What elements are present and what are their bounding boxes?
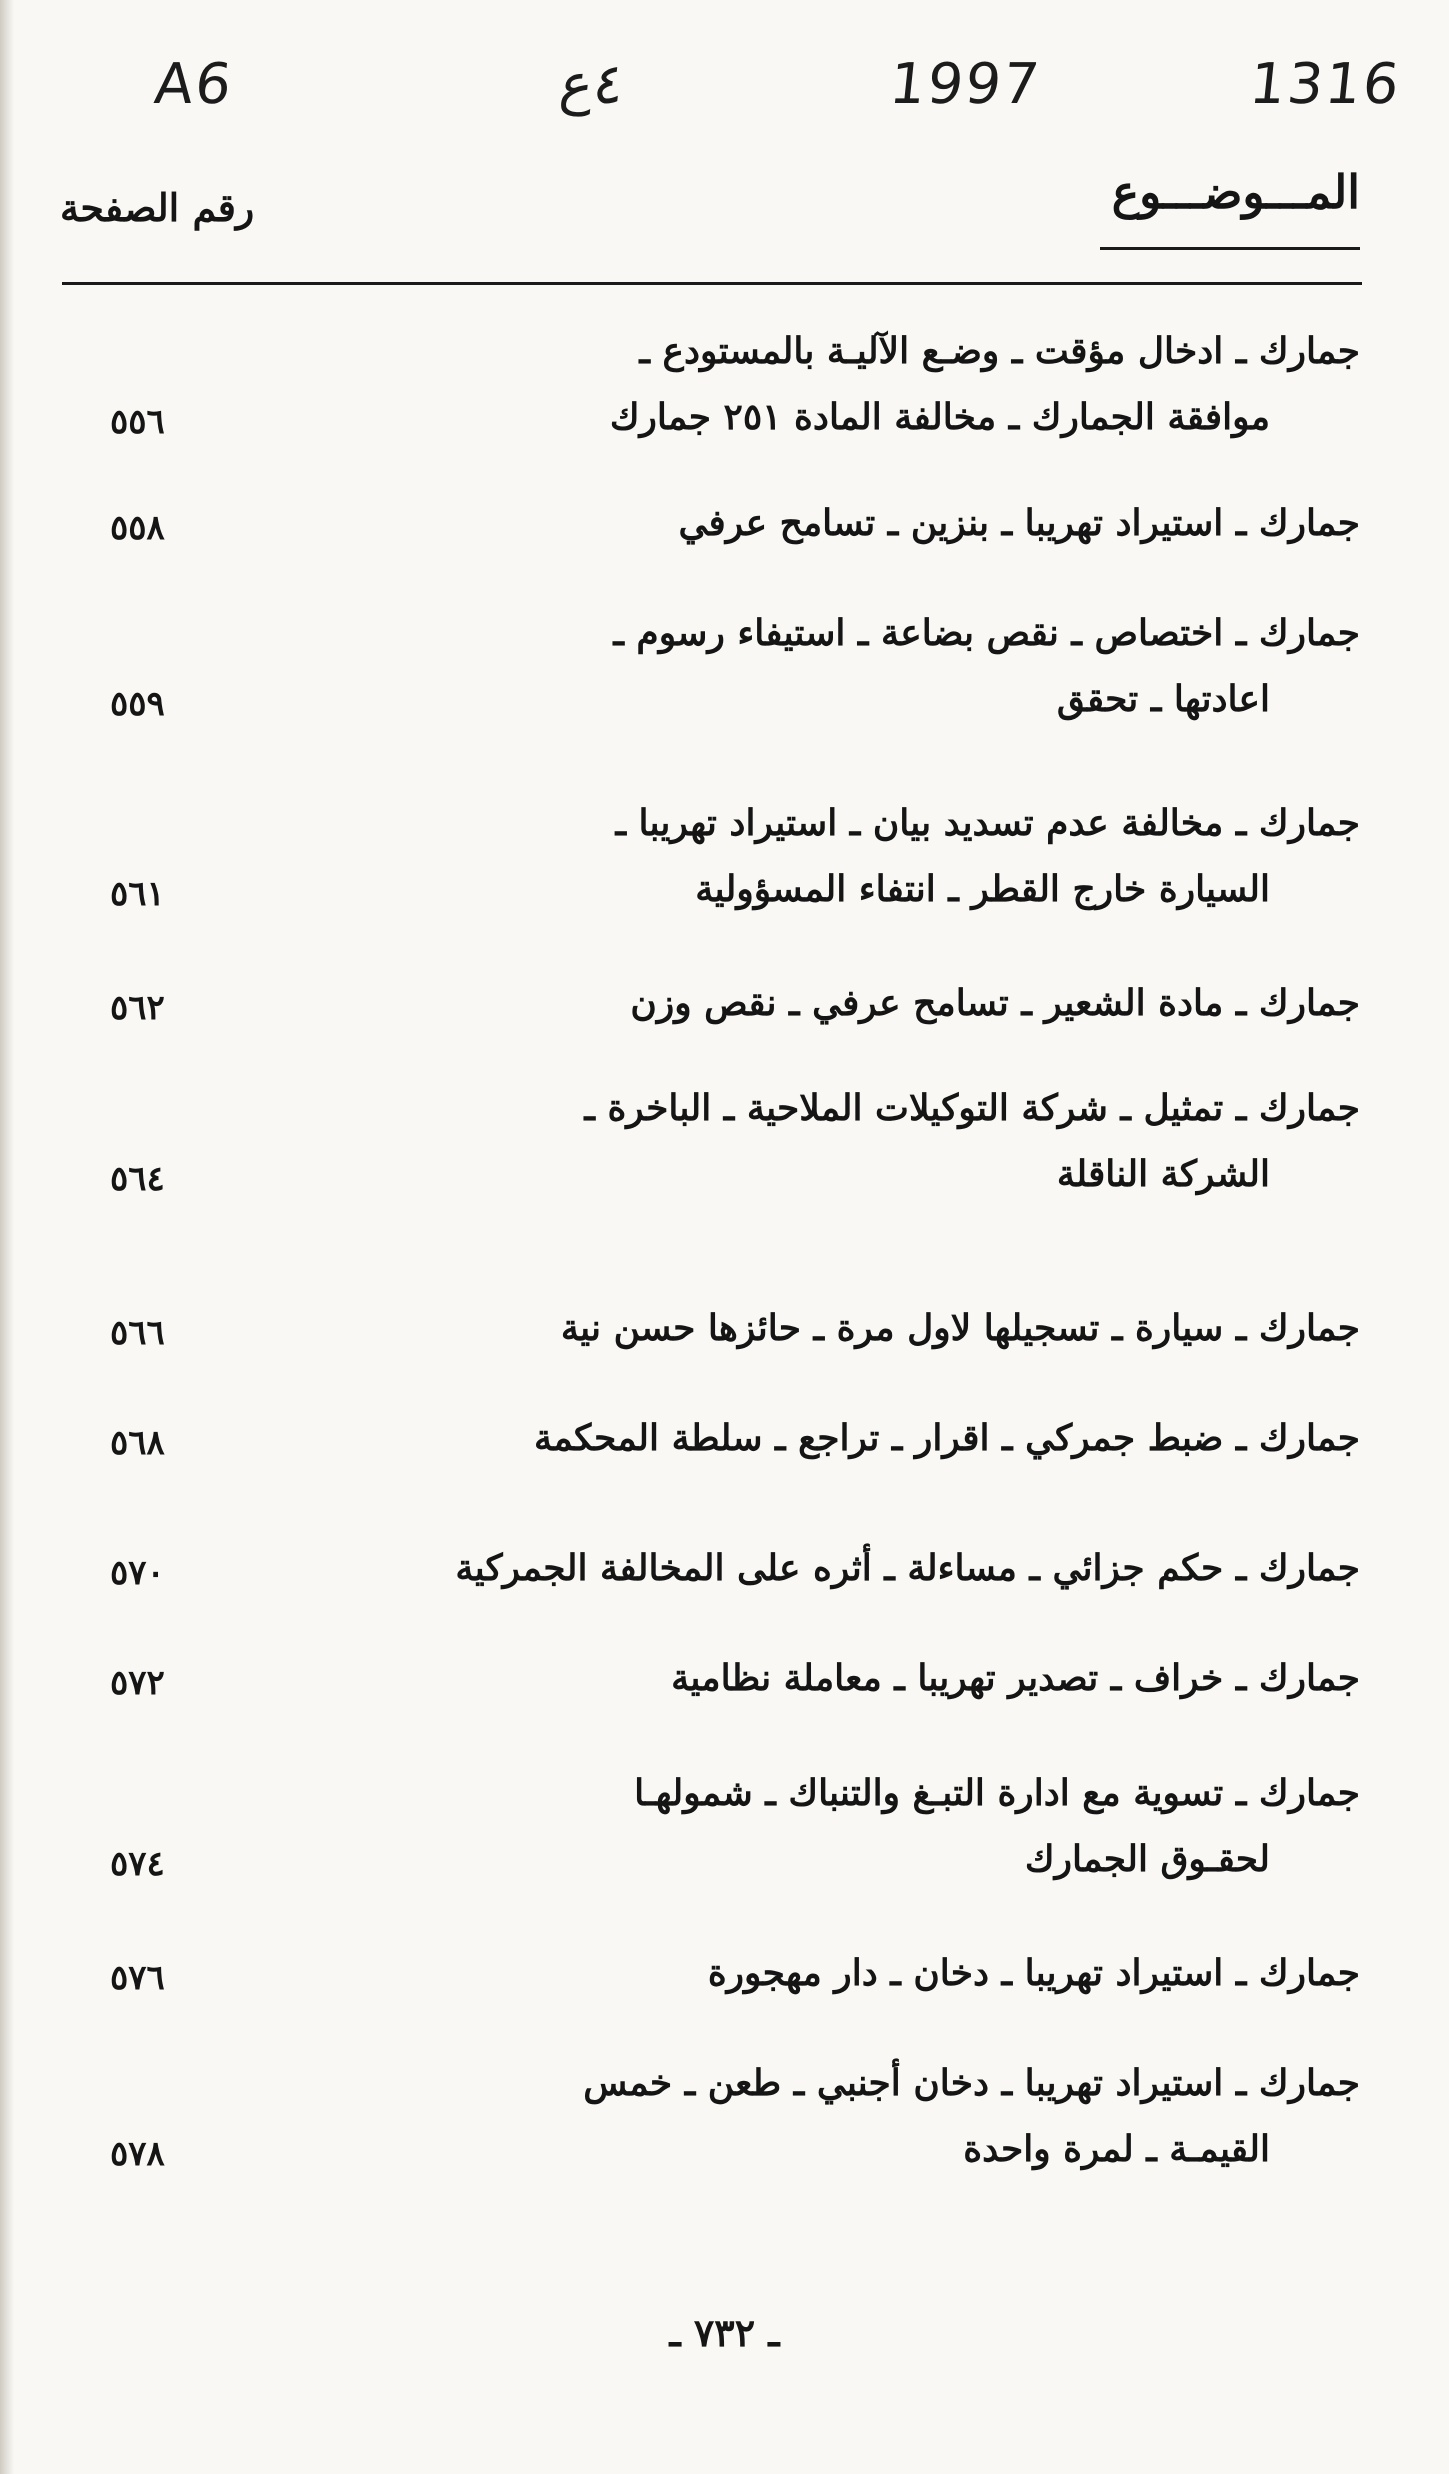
entry-line: جمارك ـ استيراد تهريبا ـ دخان ـ دار مهجورة — [707, 1952, 1360, 1994]
index-entry — [110, 970, 1360, 1036]
entry-line: الشركة الناقلة — [1056, 1153, 1270, 1195]
entry-page-number: ٥٦٨ — [110, 1423, 165, 1463]
entry-line: جمارك ـ سيارة ـ تسجيلها لاول مرة ـ حائزها حسن نية — [560, 1307, 1360, 1349]
entry-page-number: ٥٧٢ — [110, 1663, 165, 1703]
entry-line: السيارة خارج القطر ـ انتفاء المسؤولية — [695, 868, 1270, 910]
index-entry — [110, 318, 1360, 450]
entry-line: جمارك ـ استيراد تهريبا ـ دخان أجنبي ـ طعن ـ خمس — [583, 2062, 1360, 2104]
footer-page-number: ـ ٧٣٢ ـ — [669, 2310, 780, 2355]
handwritten-year: 1997 — [886, 52, 1044, 117]
entry-page-number: ٥٥٩ — [110, 684, 165, 724]
entry-page-number: ٥٦١ — [110, 874, 165, 914]
entry-line: جمارك ـ اختصاص ـ نقص بضاعة ـ استيفاء رسوم ـ — [613, 612, 1360, 654]
index-entry — [110, 490, 1360, 556]
entry-line: القيمـة ـ لمرة واحدة — [963, 2128, 1270, 2170]
entry-line: جمارك ـ استيراد تهريبا ـ بنزين ـ تسامح عرفي — [678, 502, 1360, 544]
entry-page-number: ٥٧٨ — [110, 2134, 165, 2174]
entry-page-number: ٥٧٦ — [110, 1958, 165, 1998]
entry-line: جمارك ـ ادخال مؤقت ـ وضـع الآليـة بالمستودع ـ — [639, 330, 1360, 372]
entry-line: جمارك ـ خراف ـ تصدير تهريبا ـ معاملة نظامية — [671, 1657, 1360, 1699]
index-entry — [110, 2050, 1360, 2182]
page-column-heading: رقم الصفحة — [60, 185, 255, 230]
index-entry — [110, 1075, 1360, 1207]
entry-line: جمارك ـ حكم جزائي ـ مساءلة ـ أثره على المخالفة الجمركية — [455, 1547, 1360, 1589]
index-entry — [110, 1645, 1360, 1711]
entry-line: جمارك ـ تمثيل ـ شركة التوكيلات الملاحية ـ الباخرة ـ — [584, 1087, 1360, 1129]
entry-page-number: ٥٧٤ — [110, 1844, 165, 1884]
entry-line: لحقـوق الجمارك — [1024, 1838, 1270, 1880]
entry-line: موافقة الجمارك ـ مخالفة المادة ٢٥١ جمارك — [609, 396, 1270, 438]
entry-line: جمارك ـ مادة الشعير ـ تسامح عرفي ـ نقص وزن — [630, 982, 1360, 1024]
entry-page-number: ٥٦٤ — [110, 1159, 165, 1199]
entry-page-number: ٥٥٦ — [110, 402, 165, 442]
entry-line: جمارك ـ تسوية مع ادارة التبـغ والتنباك ـ شمولهـا — [634, 1772, 1360, 1814]
index-entry — [110, 1535, 1360, 1601]
handwritten-ref-code: A6 — [151, 52, 237, 117]
index-entry — [110, 1940, 1360, 2006]
handwritten-number: 1316 — [1246, 52, 1404, 117]
entry-page-number: ٥٥٨ — [110, 508, 165, 548]
entry-line: جمارك ـ ضبط جمركي ـ اقرار ـ تراجع ـ سلطة المحكمة — [534, 1417, 1360, 1459]
index-entry — [110, 790, 1360, 922]
index-entry — [110, 600, 1360, 732]
entry-line: اعادتها ـ تحقق — [1056, 678, 1270, 720]
subject-column-heading: المـــوضـــوع — [1111, 165, 1360, 219]
index-entry — [110, 1760, 1360, 1892]
entry-page-number: ٥٦٦ — [110, 1313, 165, 1353]
entry-page-number: ٥٧٠ — [110, 1553, 165, 1593]
handwritten-section: ٤ع — [556, 52, 627, 117]
entry-page-number: ٥٦٢ — [110, 988, 165, 1028]
index-entry — [110, 1295, 1360, 1361]
entry-line: جمارك ـ مخالفة عدم تسديد بيان ـ استيراد تهريبا ـ — [615, 802, 1360, 844]
index-entry — [110, 1405, 1360, 1471]
